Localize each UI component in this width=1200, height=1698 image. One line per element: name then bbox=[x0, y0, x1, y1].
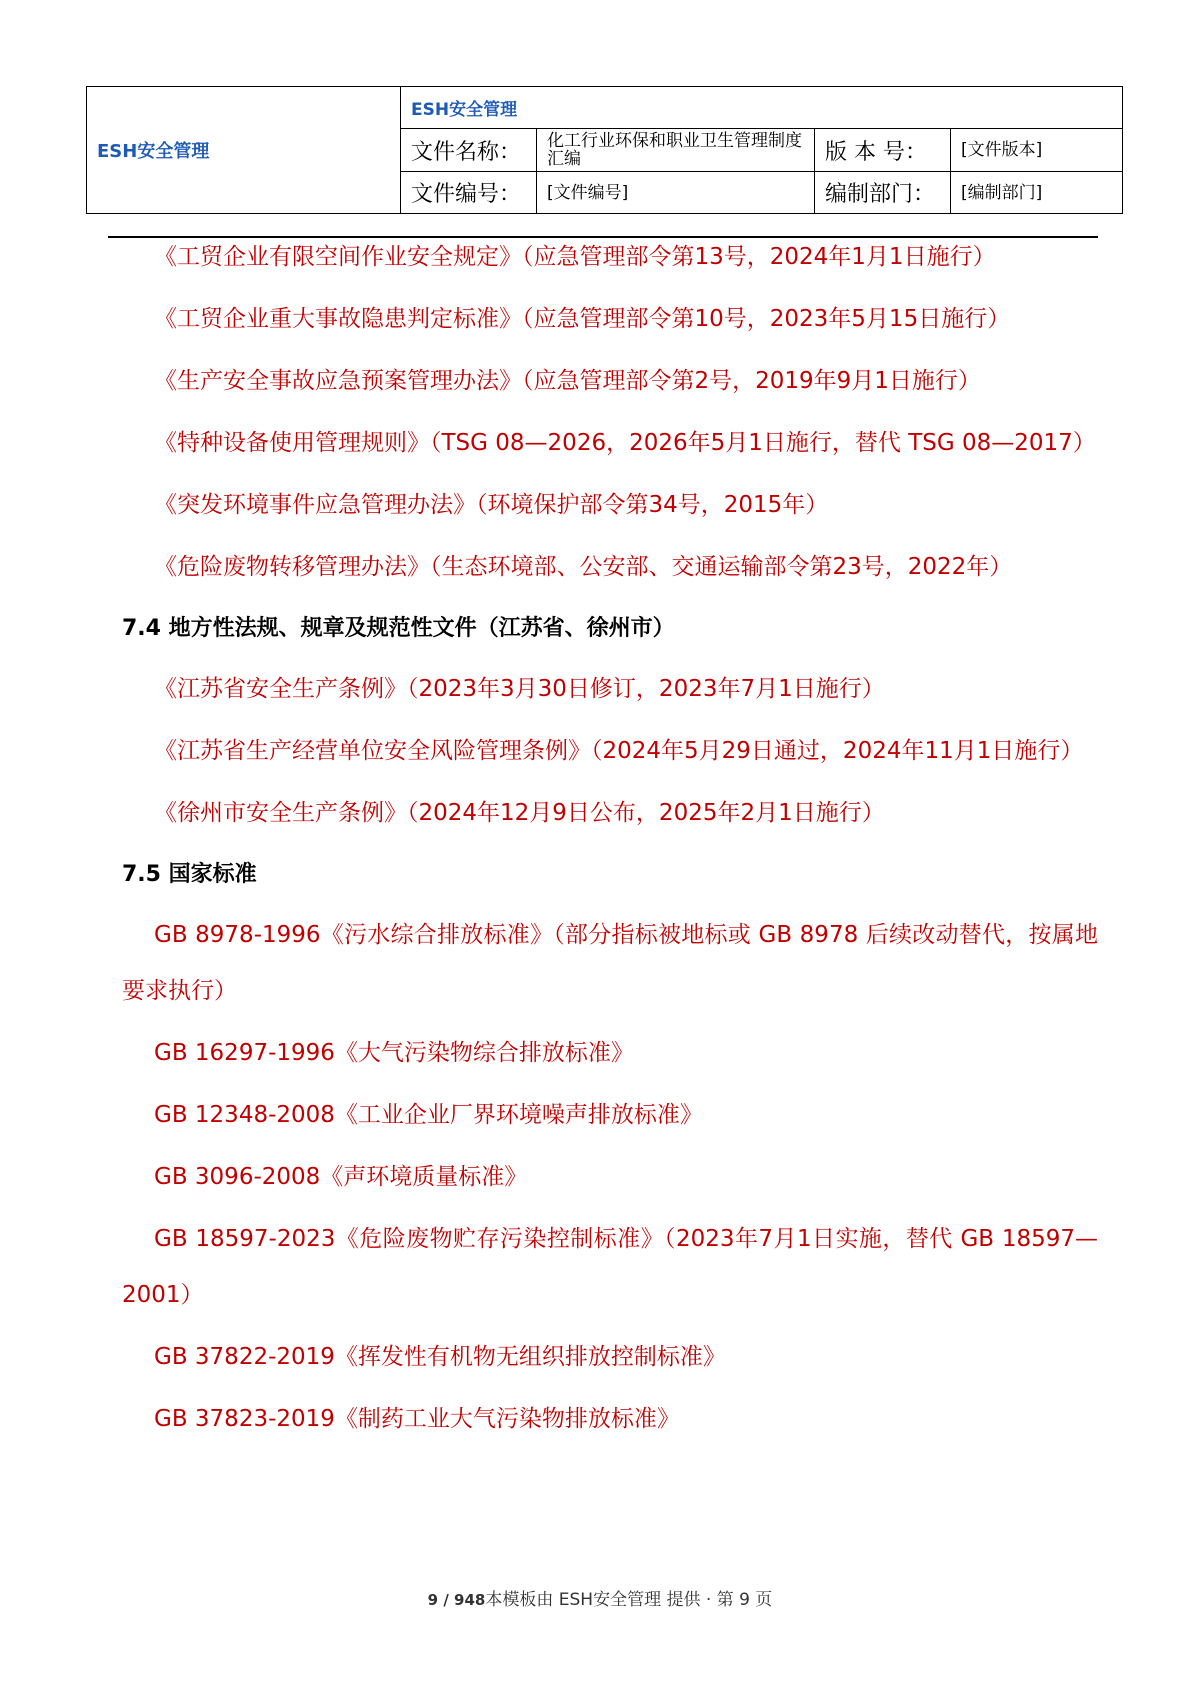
regulation-item: 《工贸企业有限空间作业安全规定》（应急管理部令第13号，2024年1月1日施行） bbox=[154, 244, 996, 270]
version-label: 版 本 号： bbox=[815, 129, 951, 172]
section-heading-7-5: 7.5 国家标准 bbox=[122, 862, 257, 887]
org-name-top: ESH安全管理 bbox=[411, 100, 518, 120]
regulation-item: 《徐州市安全生产条例》（2024年12月9日公布，2025年2月1日施行） bbox=[154, 800, 885, 826]
standard-item: GB 37822-2019《挥发性有机物无组织排放控制标准》 bbox=[154, 1344, 726, 1370]
regulation-item: 《生产安全事故应急预案管理办法》（应急管理部令第2号，2019年9月1日施行） bbox=[154, 368, 981, 394]
file-no-value: [文件编号] bbox=[537, 172, 815, 214]
regulation-item: 《江苏省生产经营单位安全风险管理条例》（2024年5月29日通过，2024年11月1日施行） bbox=[154, 738, 1084, 764]
section-heading-7-4: 7.4 地方性法规、规章及规范性文件（江苏省、徐州市） bbox=[122, 616, 675, 641]
org-name-cell bbox=[87, 87, 401, 214]
regulation-item: 《江苏省安全生产条例》（2023年3月30日修订，2023年7月1日施行） bbox=[154, 676, 885, 702]
regulation-item: 《危险废物转移管理办法》（生态环境部、公安部、交通运输部令第23号，2022年） bbox=[154, 554, 1013, 580]
page-count: 9 / 948 bbox=[427, 1591, 486, 1609]
org-name-top-cell bbox=[401, 87, 1123, 129]
file-no-label: 文件编号： bbox=[401, 172, 537, 214]
version-value: [文件版本] bbox=[951, 129, 1123, 172]
dept-value: [编制部门] bbox=[951, 172, 1123, 214]
document-header-table bbox=[86, 86, 1123, 214]
regulation-item: 《特种设备使用管理规则》（TSG 08—2026，2026年5月1日施行，替代 TSG 08—2017） bbox=[154, 430, 1096, 456]
footer-text: 本模板由 ESH安全管理 提供 · 第 9 页 bbox=[485, 1590, 773, 1610]
page-footer bbox=[0, 1585, 1200, 1610]
standard-item: GB 12348-2008《工业企业厂界环境噪声排放标准》 bbox=[154, 1102, 703, 1128]
standard-item: GB 37823-2019《制药工业大气污染物排放标准》 bbox=[154, 1406, 680, 1432]
standard-item: GB 3096-2008《声环境质量标准》 bbox=[154, 1164, 528, 1190]
standard-item: GB 16297-1996《大气污染物综合排放标准》 bbox=[154, 1040, 634, 1066]
org-name: ESH安全管理 bbox=[97, 141, 210, 162]
file-name-label: 文件名称： bbox=[401, 129, 537, 172]
document-body bbox=[122, 229, 1098, 1453]
regulation-item: 《突发环境事件应急管理办法》（环境保护部令第34号，2015年） bbox=[154, 492, 829, 518]
standard-item: GB 8978-1996《污水综合排放标准》（部分指标被地标或 GB 8978 后续改动替代，按属地要求执行） bbox=[122, 922, 1098, 1004]
standard-item: GB 18597-2023《危险废物贮存污染控制标准》（2023年7月1日实施，替代 GB 18597—2001） bbox=[122, 1226, 1098, 1308]
dept-label: 编制部门： bbox=[815, 172, 951, 214]
regulation-item: 《工贸企业重大事故隐患判定标准》（应急管理部令第10号，2023年5月15日施行） bbox=[154, 306, 1011, 332]
file-name-value: 化工行业环保和职业卫生管理制度汇编 bbox=[537, 129, 815, 172]
